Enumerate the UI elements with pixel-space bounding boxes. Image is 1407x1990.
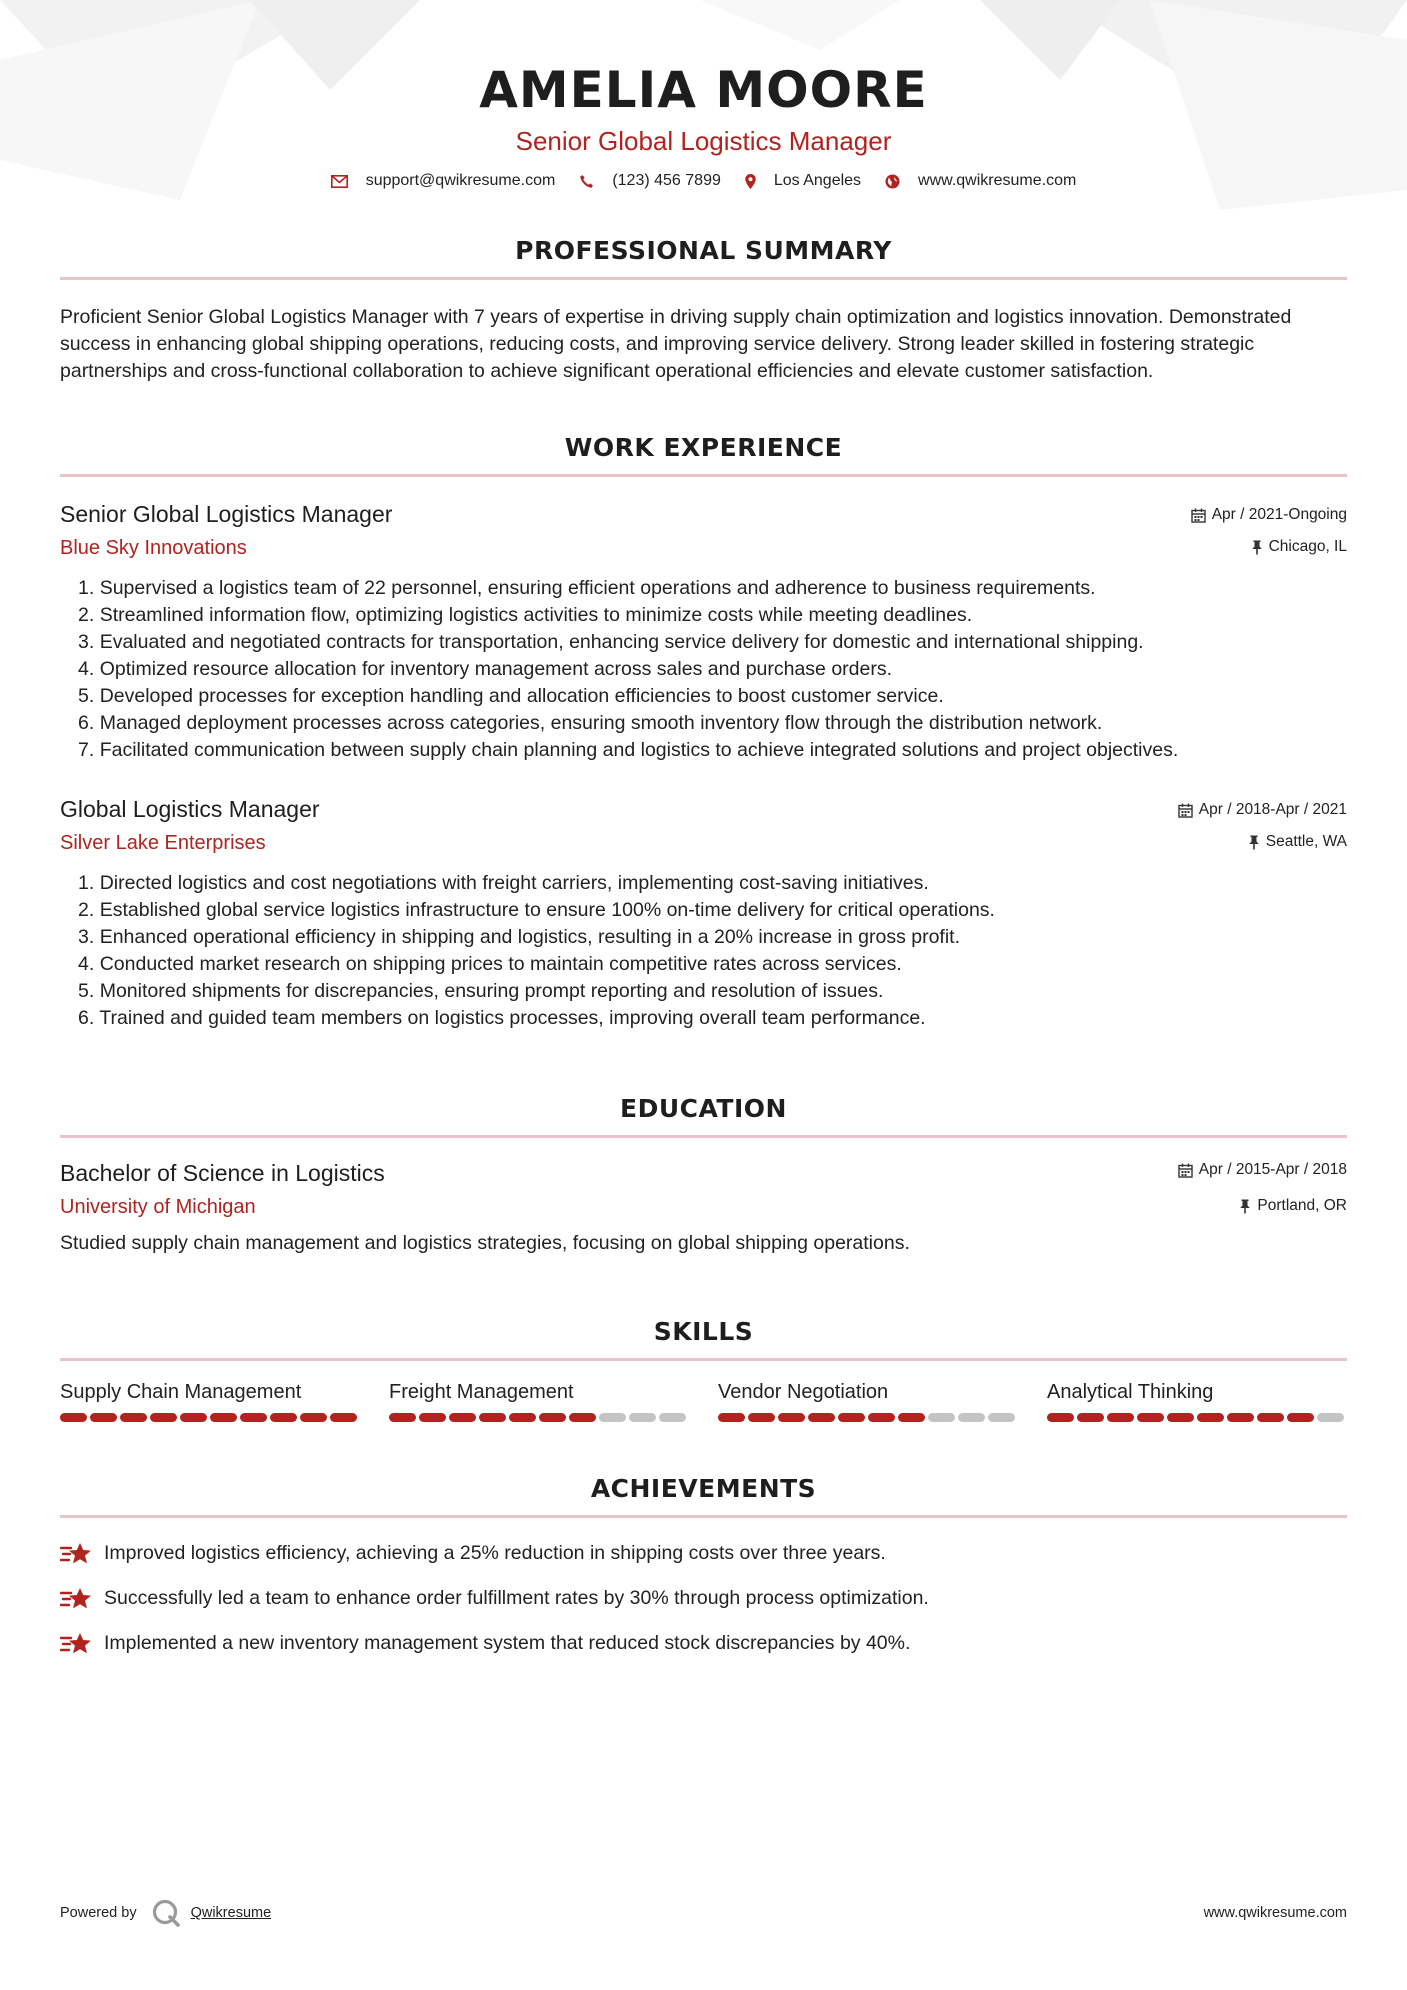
school-name: University of Michigan (60, 1196, 256, 1218)
page-footer (60, 1898, 1347, 1928)
skill-segment-filled (808, 1413, 835, 1422)
job-entry (60, 499, 1347, 764)
skill-segment-filled (150, 1413, 177, 1422)
skill-item (389, 1379, 689, 1422)
skill-segment-empty (928, 1413, 955, 1422)
skill-segment-filled (180, 1413, 207, 1422)
skill-segment-empty (958, 1413, 985, 1422)
candidate-title: Senior Global Logistics Manager (515, 126, 892, 156)
shooting-star-icon (60, 1631, 92, 1657)
skill-segment-filled (1287, 1413, 1314, 1422)
skill-segment-empty (629, 1413, 656, 1422)
skill-segment-filled (210, 1413, 237, 1422)
education-divider (60, 1135, 1347, 1138)
calendar-icon (1178, 1163, 1193, 1178)
job-location: Seattle, WA (1265, 833, 1347, 850)
skill-segment-filled (389, 1413, 416, 1422)
skills-section (60, 1317, 1347, 1422)
skill-segment-filled (1047, 1413, 1074, 1422)
education-description: Studied supply chain management and logistics strategies, focusing on global shipping operations. (60, 1232, 910, 1254)
skill-level-bar (389, 1413, 689, 1422)
achievement-text: Successfully led a team to enhance order fulfillment rates by 30% through process optimization. (104, 1587, 929, 1609)
list-item: Supervised a logistics team of 22 personnel, ensuring efficient operations and adherence to business requirements. (99, 577, 1096, 599)
skill-level-bar (60, 1413, 360, 1422)
skill-segment-empty (1317, 1413, 1344, 1422)
experience-divider (60, 474, 1347, 477)
list-item: Trained and guided team members on logistics processes, improving overall team performance. (99, 1007, 926, 1029)
skill-segment-filled (120, 1413, 147, 1422)
skill-segment-filled (1137, 1413, 1164, 1422)
skill-segment-filled (330, 1413, 357, 1422)
contact-bar (60, 172, 1347, 190)
contact-email[interactable] (331, 172, 556, 190)
skill-segment-filled (1167, 1413, 1194, 1422)
skill-segment-filled (449, 1413, 476, 1422)
skill-name: Freight Management (389, 1381, 574, 1403)
pushpin-icon (1251, 540, 1263, 555)
achievement-text: Implemented a new inventory management system that reduced stock discrepancies by 40%. (104, 1632, 911, 1654)
skill-segment-filled (569, 1413, 596, 1422)
job-bullet-list (60, 870, 1347, 1032)
powered-by-label: Powered by (60, 1905, 137, 1921)
skill-name: Vendor Negotiation (718, 1381, 889, 1403)
experience-section (60, 433, 1347, 1032)
job-location: Chicago, IL (1268, 538, 1347, 555)
skill-segment-filled (1227, 1413, 1254, 1422)
skill-segment-filled (479, 1413, 506, 1422)
calendar-icon (1191, 508, 1206, 523)
list-item: Streamlined information flow, optimizing logistics activities to minimize costs while meeting deadlines. (99, 604, 973, 626)
skill-level-bar (1047, 1413, 1347, 1422)
skill-segment-filled (1257, 1413, 1284, 1422)
education-entry (60, 1158, 1347, 1257)
list-item: Developed processes for exception handling and allocation efficiencies to boost customer service. (99, 685, 944, 707)
skill-segment-filled (1197, 1413, 1224, 1422)
skill-segment-filled (748, 1413, 775, 1422)
list-item: Monitored shipments for discrepancies, ensuring prompt reporting and resolution of issues. (99, 980, 884, 1002)
resume-header (60, 0, 1347, 190)
skill-segment-filled (419, 1413, 446, 1422)
phone-icon (579, 174, 594, 189)
job-title: Global Logistics Manager (60, 796, 320, 822)
skills-divider (60, 1358, 1347, 1361)
skill-segment-filled (1077, 1413, 1104, 1422)
job-title: Senior Global Logistics Manager (60, 501, 393, 527)
qwikresume-logo-icon (151, 1898, 181, 1928)
calendar-icon (1178, 803, 1193, 818)
education-dates: Apr / 2015-Apr / 2018 (1198, 1161, 1347, 1178)
pushpin-icon (1239, 1199, 1251, 1214)
skill-item (1047, 1379, 1347, 1422)
list-item (60, 1585, 1347, 1612)
skill-segment-filled (270, 1413, 297, 1422)
education-section (60, 1094, 1347, 1257)
email-text: support@qwikresume.com (365, 172, 556, 189)
shooting-star-icon (60, 1541, 92, 1567)
skill-name: Analytical Thinking (1047, 1381, 1214, 1403)
list-item: Facilitated communication between supply chain planning and logistics to achieve integrated solutions and project objectives. (99, 739, 1179, 761)
skill-item (718, 1379, 1018, 1422)
skill-segment-filled (1107, 1413, 1134, 1422)
shooting-star-icon (60, 1586, 92, 1612)
contact-website[interactable] (885, 172, 1076, 190)
skill-segment-filled (838, 1413, 865, 1422)
location-text: Los Angeles (773, 172, 862, 189)
skill-segment-filled (868, 1413, 895, 1422)
education-heading: EDUCATION (620, 1094, 787, 1123)
achievements-section (60, 1474, 1347, 1657)
list-item: Enhanced operational efficiency in shipping and logistics, resulting in a 20% increase in gross profit. (99, 926, 961, 948)
contact-location (745, 172, 861, 190)
footer-website[interactable]: www.qwikresume.com (1203, 1905, 1347, 1921)
summary-divider (60, 277, 1347, 280)
skill-item (60, 1379, 360, 1422)
job-company: Silver Lake Enterprises (60, 832, 266, 854)
education-location: Portland, OR (1257, 1197, 1347, 1214)
job-company: Blue Sky Innovations (60, 537, 247, 559)
skill-segment-filled (539, 1413, 566, 1422)
skill-segment-filled (90, 1413, 117, 1422)
skill-segment-filled (898, 1413, 925, 1422)
list-item (60, 1630, 1347, 1657)
achievements-list (60, 1540, 1347, 1657)
map-pin-icon (745, 174, 756, 189)
skill-segment-filled (60, 1413, 87, 1422)
achievements-heading: ACHIEVEMENTS (590, 1474, 817, 1503)
list-item: Conducted market research on shipping prices to maintain competitive rates across services. (99, 953, 902, 975)
skill-segment-filled (778, 1413, 805, 1422)
degree-title: Bachelor of Science in Logistics (60, 1160, 385, 1186)
skill-level-bar (718, 1413, 1018, 1422)
website-text: www.qwikresume.com (918, 172, 1077, 189)
list-item: Established global service logistics infrastructure to ensure 100% on-time delivery for critical operations. (99, 899, 995, 921)
achievement-text: Improved logistics efficiency, achieving a 25% reduction in shipping costs over three years. (104, 1542, 886, 1564)
summary-heading: PROFESSIONAL SUMMARY (515, 236, 892, 265)
job-entry (60, 794, 1347, 1032)
qwikresume-link[interactable]: Qwikresume (190, 1905, 272, 1921)
skill-segment-filled (718, 1413, 745, 1422)
summary-text: Proficient Senior Global Logistics Manager with 7 years of expertise in driving supply chain optimization and logistics innovation. Demonstrated success in enhancing global shipping operations, reducing costs, and improving service delivery. Strong leader skilled in fostering strategic partnerships and cross-functional collaboration to achieve significant operational efficiencies and elevate customer satisfaction. (60, 306, 1292, 382)
summary-section (60, 236, 1347, 385)
envelope-icon (331, 175, 348, 188)
skill-segment-empty (988, 1413, 1015, 1422)
contact-phone[interactable] (579, 172, 721, 190)
globe-icon (885, 174, 900, 189)
achievements-divider (60, 1515, 1347, 1518)
job-bullet-list (60, 575, 1347, 764)
phone-text: (123) 456 7899 (612, 172, 721, 189)
list-item: Evaluated and negotiated contracts for transportation, enhancing service delivery for domestic and international shipping. (99, 631, 1144, 653)
skill-segment-empty (659, 1413, 686, 1422)
job-dates: Apr / 2021-Ongoing (1211, 506, 1347, 523)
skills-heading: SKILLS (653, 1317, 754, 1346)
skill-segment-filled (509, 1413, 536, 1422)
skills-list (60, 1379, 1347, 1422)
skill-segment-filled (300, 1413, 327, 1422)
job-dates: Apr / 2018-Apr / 2021 (1198, 801, 1347, 818)
list-item (60, 1540, 1347, 1567)
experience-heading: WORK EXPERIENCE (564, 433, 843, 462)
pushpin-icon (1248, 835, 1260, 850)
candidate-name: AMELIA MOORE (479, 61, 928, 119)
list-item: Directed logistics and cost negotiations with freight carriers, implementing cost-saving initiatives. (99, 872, 929, 894)
list-item: Optimized resource allocation for inventory management across sales and purchase orders. (99, 658, 893, 680)
skill-name: Supply Chain Management (60, 1381, 302, 1403)
skill-segment-empty (599, 1413, 626, 1422)
skill-segment-filled (240, 1413, 267, 1422)
list-item: Managed deployment processes across categories, ensuring smooth inventory flow through the distribution network. (99, 712, 1103, 734)
